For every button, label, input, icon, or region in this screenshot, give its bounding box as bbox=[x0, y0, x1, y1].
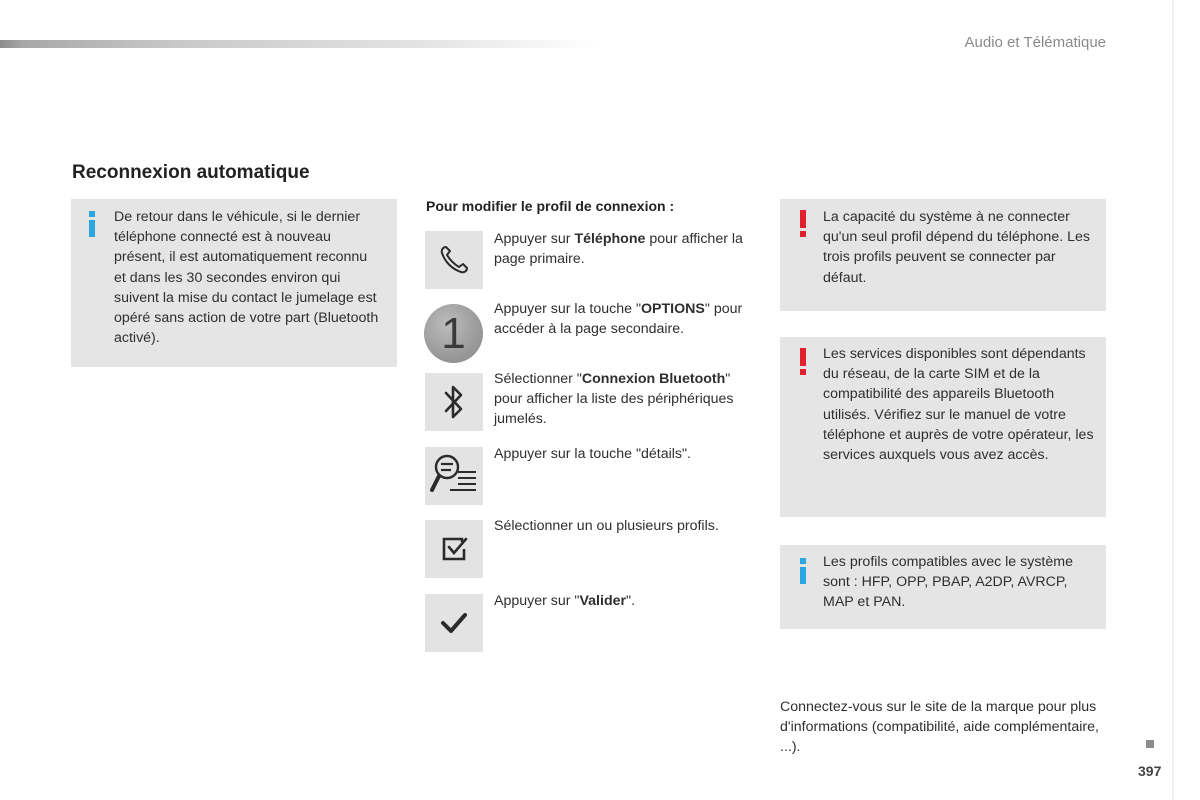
check-icon bbox=[440, 611, 468, 635]
chapter-title: Audio et Télématique bbox=[964, 34, 1106, 51]
header-gradient-bar bbox=[0, 40, 600, 48]
step-bluetooth-button bbox=[425, 373, 483, 431]
warning-icon bbox=[798, 348, 808, 378]
info-box-text: Les profils compatibles avec le système sont : HFP, OPP, PBAP, A2DP, AVRCP, MAP et PAN. bbox=[823, 554, 1073, 611]
step-1-text: Appuyer sur Téléphone pour afficher la page primaire. bbox=[494, 231, 743, 268]
step-phone-button bbox=[425, 231, 483, 289]
warning-icon bbox=[798, 210, 808, 240]
step-details-button bbox=[425, 447, 483, 505]
section-title: Reconnexion automatique bbox=[72, 162, 310, 183]
step-4-text: Appuyer sur la touche "détails". bbox=[494, 446, 691, 462]
page-number: 397 bbox=[1138, 763, 1162, 779]
info-box-profiles bbox=[780, 545, 1106, 629]
step-validate-button bbox=[425, 594, 483, 652]
page-edge-line bbox=[1172, 0, 1174, 800]
warning-box-services bbox=[780, 337, 1106, 517]
procedure-title: Pour modifier le profil de connexion : bbox=[426, 198, 675, 214]
page-marker bbox=[1146, 740, 1154, 748]
phone-icon bbox=[437, 243, 471, 277]
info-icon bbox=[87, 211, 97, 241]
warning-box-profile bbox=[780, 199, 1106, 311]
warning-box-text: La capacité du système à ne connecter qu'un seul profil dépend du téléphone. Les trois profils peuvent se connecter par défaut. bbox=[823, 209, 1090, 286]
footer-note: Connectez-vous sur le site de la marque pour plus d'informations (compatibilité, aide complémentaire, ...). bbox=[780, 699, 1099, 756]
info-box-text: De retour dans le véhicule, si le dernier téléphone connecté est à nouveau présent, il est automatiquement reconnu et dans les 30 secondes environ qui suivent la mise du contact le jumelage est opéré sans action de votre part (Bluetooth activé). bbox=[114, 209, 379, 347]
details-icon bbox=[428, 450, 480, 502]
info-box-reconnect bbox=[71, 199, 397, 367]
number-circle-icon: 1 bbox=[424, 304, 483, 363]
info-icon bbox=[798, 558, 808, 588]
step-6-text: Appuyer sur "Valider". bbox=[494, 593, 636, 609]
step-5-text: Sélectionner un ou plusieurs profils. bbox=[494, 518, 719, 534]
step-checkbox-button bbox=[425, 520, 483, 578]
step-3-text: Sélectionner "Connexion Bluetooth" pour afficher la liste des périphériques jumelés. bbox=[494, 371, 734, 428]
warning-box-text: Les services disponibles sont dépendants du réseau, de la carte SIM et de la compatibilité des appareils Bluetooth utilisés. Vérifiez sur le manuel de votre téléphone et auprès de votre opérateur, les services auxquels vous avez accès. bbox=[823, 346, 1094, 464]
checkbox-icon bbox=[440, 535, 468, 563]
bluetooth-icon bbox=[439, 382, 469, 422]
step-2-text: Appuyer sur la touche "OPTIONS" pour accéder à la page secondaire. bbox=[494, 301, 743, 338]
